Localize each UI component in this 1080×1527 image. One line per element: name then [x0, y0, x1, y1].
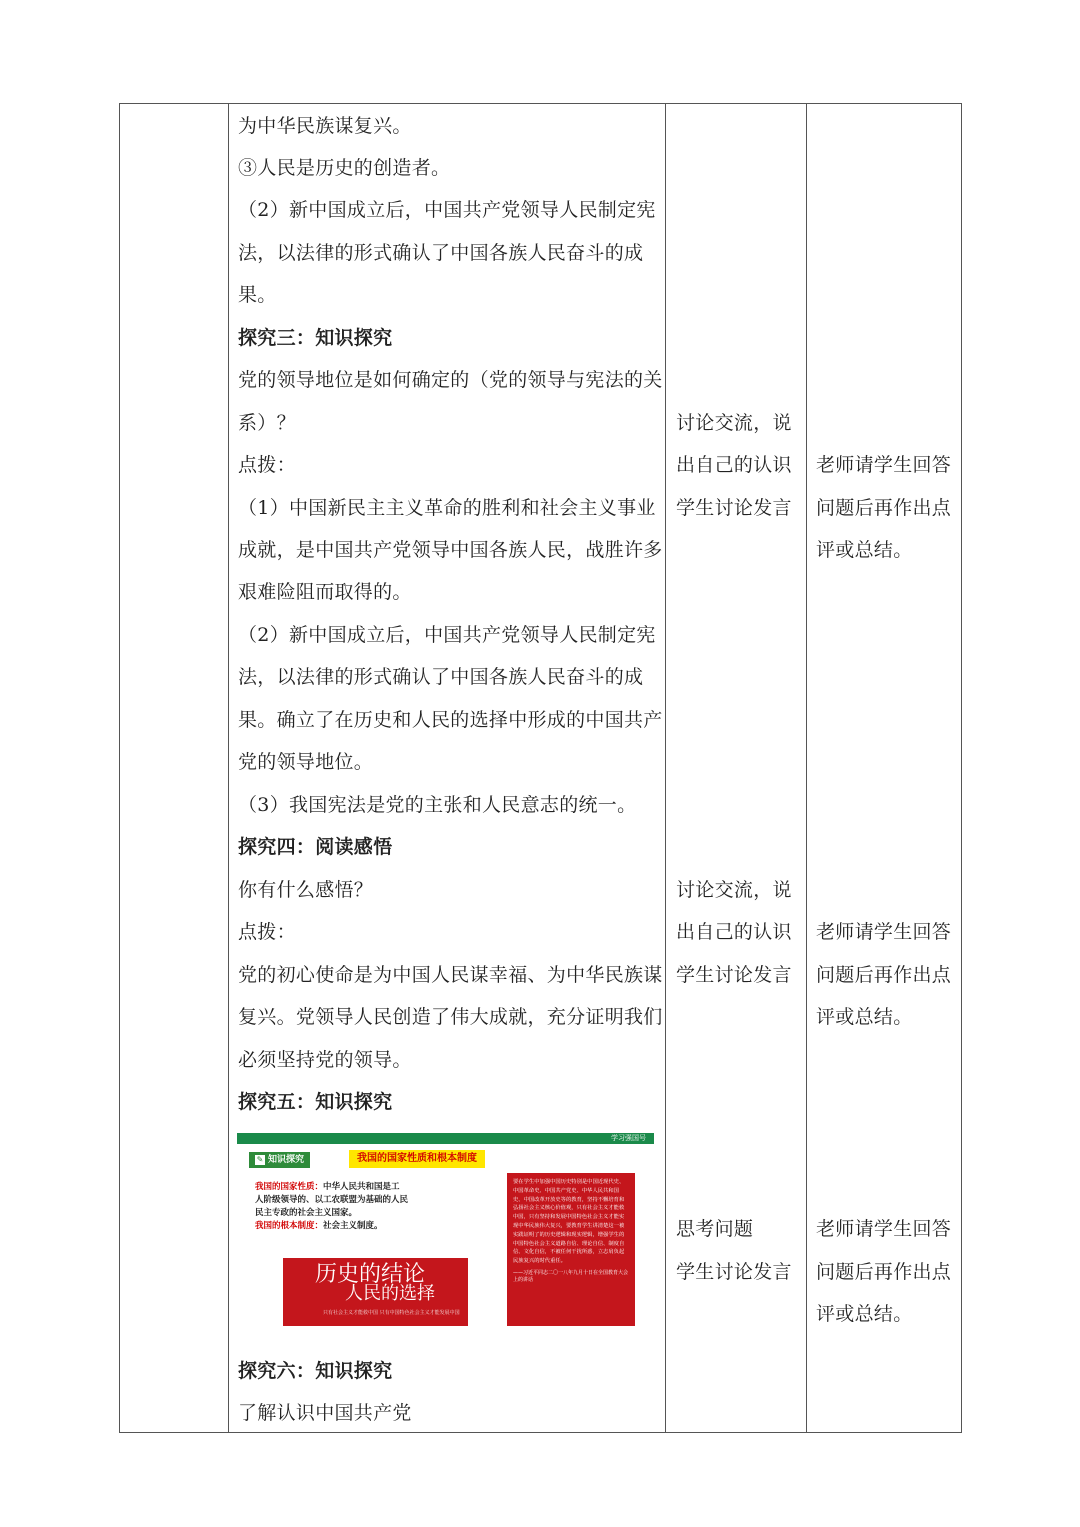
banner-line-2: 人民的选择	[345, 1283, 435, 1304]
banner-small-text: 只有社会主义才能救中国 只有中国特色社会主义才能发展中国	[323, 1310, 460, 1316]
content-line: 了解认识中国共产党	[238, 1402, 412, 1424]
content-line: 果。	[238, 284, 277, 306]
content-line: ③人民是历史的创造者。	[238, 157, 451, 179]
teacher-line: 老师请学生回答	[816, 1218, 952, 1240]
content-line: 党的领导地位是如何确定的（党的领导与宪法的关	[238, 369, 663, 391]
slide-brand-logo: 学习强国号	[611, 1134, 646, 1142]
activity-line: 学生讨论发言	[676, 1261, 792, 1283]
quote-text: 要在学生中加强中国历史特别是中国近现代史、中国革命史、中国共产党史、中华人民共和国史、中国改革开放史等的教育，坚持不懈培育和弘扬社会主义核心价值观，只有社会主义才能救中国，只有坚持和发展中国特色社会主义才能实现中华民族伟大复兴，要教育学生讲清楚这一被实践证明了的历史逻辑和现实逻辑，增强学生的中国特色社会主义道路自信、理论自信、制度自信、文化自信，不被任何干扰所惑，立志肩负起民族复兴的时代重任。	[513, 1179, 625, 1265]
slide-nature-line	[255, 1181, 400, 1193]
history-banner	[283, 1258, 468, 1326]
content-line: 党的初心使命是为中国人民谋幸福、为中华民族谋	[238, 964, 663, 986]
content-line: 你有什么感悟？	[238, 879, 374, 901]
slide-heading: 我国的国家性质和根本制度	[349, 1150, 485, 1168]
pencil-icon: ✎	[256, 1154, 264, 1164]
section-heading: 探究五：知识探究	[238, 1091, 393, 1113]
activity-line: 讨论交流，说	[676, 412, 792, 434]
content-line: 点拨：	[238, 454, 296, 476]
content-line: 复兴。党领导人民创造了伟大成就，充分证明我们	[238, 1006, 663, 1028]
content-line: 法，以法律的形式确认了中国各族人民奋斗的成	[238, 666, 644, 688]
activity-line: 学生讨论发言	[676, 964, 792, 986]
teacher-line: 老师请学生回答	[816, 921, 952, 943]
slide-tag	[249, 1152, 310, 1168]
activity-line: 讨论交流，说	[676, 879, 792, 901]
teacher-line: 评或总结。	[816, 1303, 913, 1325]
teacher-line: 老师请学生回答	[816, 454, 952, 476]
system-text: 社会主义制度。	[323, 1221, 383, 1231]
content-line: 成就，是中国共产党领导中国各族人民，战胜许多	[238, 539, 663, 561]
activity-line: 思考问题	[676, 1218, 754, 1240]
content-line: 党的领导地位。	[238, 751, 374, 773]
quote-signature: ——习近平同志二〇一八年九月十日在全国教育大会上的讲话	[513, 1269, 629, 1283]
system-label: 我国的根本制度：	[255, 1221, 324, 1231]
teacher-line: 问题后再作出点	[816, 1261, 952, 1283]
teacher-line: 评或总结。	[816, 539, 913, 561]
content-line: 系）？	[238, 412, 296, 434]
banner-line-1: 历史的结论	[315, 1262, 426, 1287]
teacher-line: 评或总结。	[816, 1006, 913, 1028]
slide-nature-line: 民主专政的社会主义国家。	[255, 1208, 358, 1218]
slide-top-bar	[237, 1133, 654, 1144]
content-line: 必须坚持党的领导。	[238, 1049, 412, 1071]
content-line: 艰难险阻而取得的。	[238, 581, 412, 603]
activity-line: 出自己的认识	[676, 921, 792, 943]
content-line: （2）新中国成立后，中国共产党领导人民制定宪	[238, 199, 656, 221]
content-line: （3）我国宪法是党的主张和人民意志的统一。	[238, 794, 637, 816]
content-line: 点拨：	[238, 921, 296, 943]
section-heading: 探究三：知识探究	[238, 327, 393, 349]
section-heading: 探究六：知识探究	[238, 1360, 393, 1382]
activity-line: 出自己的认识	[676, 454, 792, 476]
section-heading: 探究四：阅读感悟	[238, 836, 393, 858]
lesson-slide-image	[237, 1133, 654, 1331]
teacher-line: 问题后再作出点	[816, 964, 952, 986]
content-line: 果。确立了在历史和人民的选择中形成的中国共产	[238, 709, 663, 731]
slide-nature-line: 人阶级领导的、以工农联盟为基础的人民	[255, 1195, 409, 1205]
slide-system-line	[255, 1220, 383, 1232]
slide-tag-label: 知识探究	[268, 1155, 305, 1165]
content-line: （2）新中国成立后，中国共产党领导人民制定宪	[238, 624, 656, 646]
column-divider-3	[806, 104, 807, 1432]
content-line: 法，以法律的形式确认了中国各族人民奋斗的成	[238, 242, 644, 264]
activity-line: 学生讨论发言	[676, 497, 792, 519]
column-divider-2	[665, 104, 666, 1432]
column-divider-1	[228, 104, 229, 1432]
nature-label: 我国的国家性质：	[255, 1182, 324, 1192]
quote-panel	[507, 1173, 635, 1326]
teacher-line: 问题后再作出点	[816, 497, 952, 519]
content-line: 为中华民族谋复兴。	[238, 115, 412, 137]
content-line: （1）中国新民主主义革命的胜利和社会主义事业	[238, 497, 656, 519]
nature-text: 中华人民共和国是工	[323, 1182, 400, 1192]
